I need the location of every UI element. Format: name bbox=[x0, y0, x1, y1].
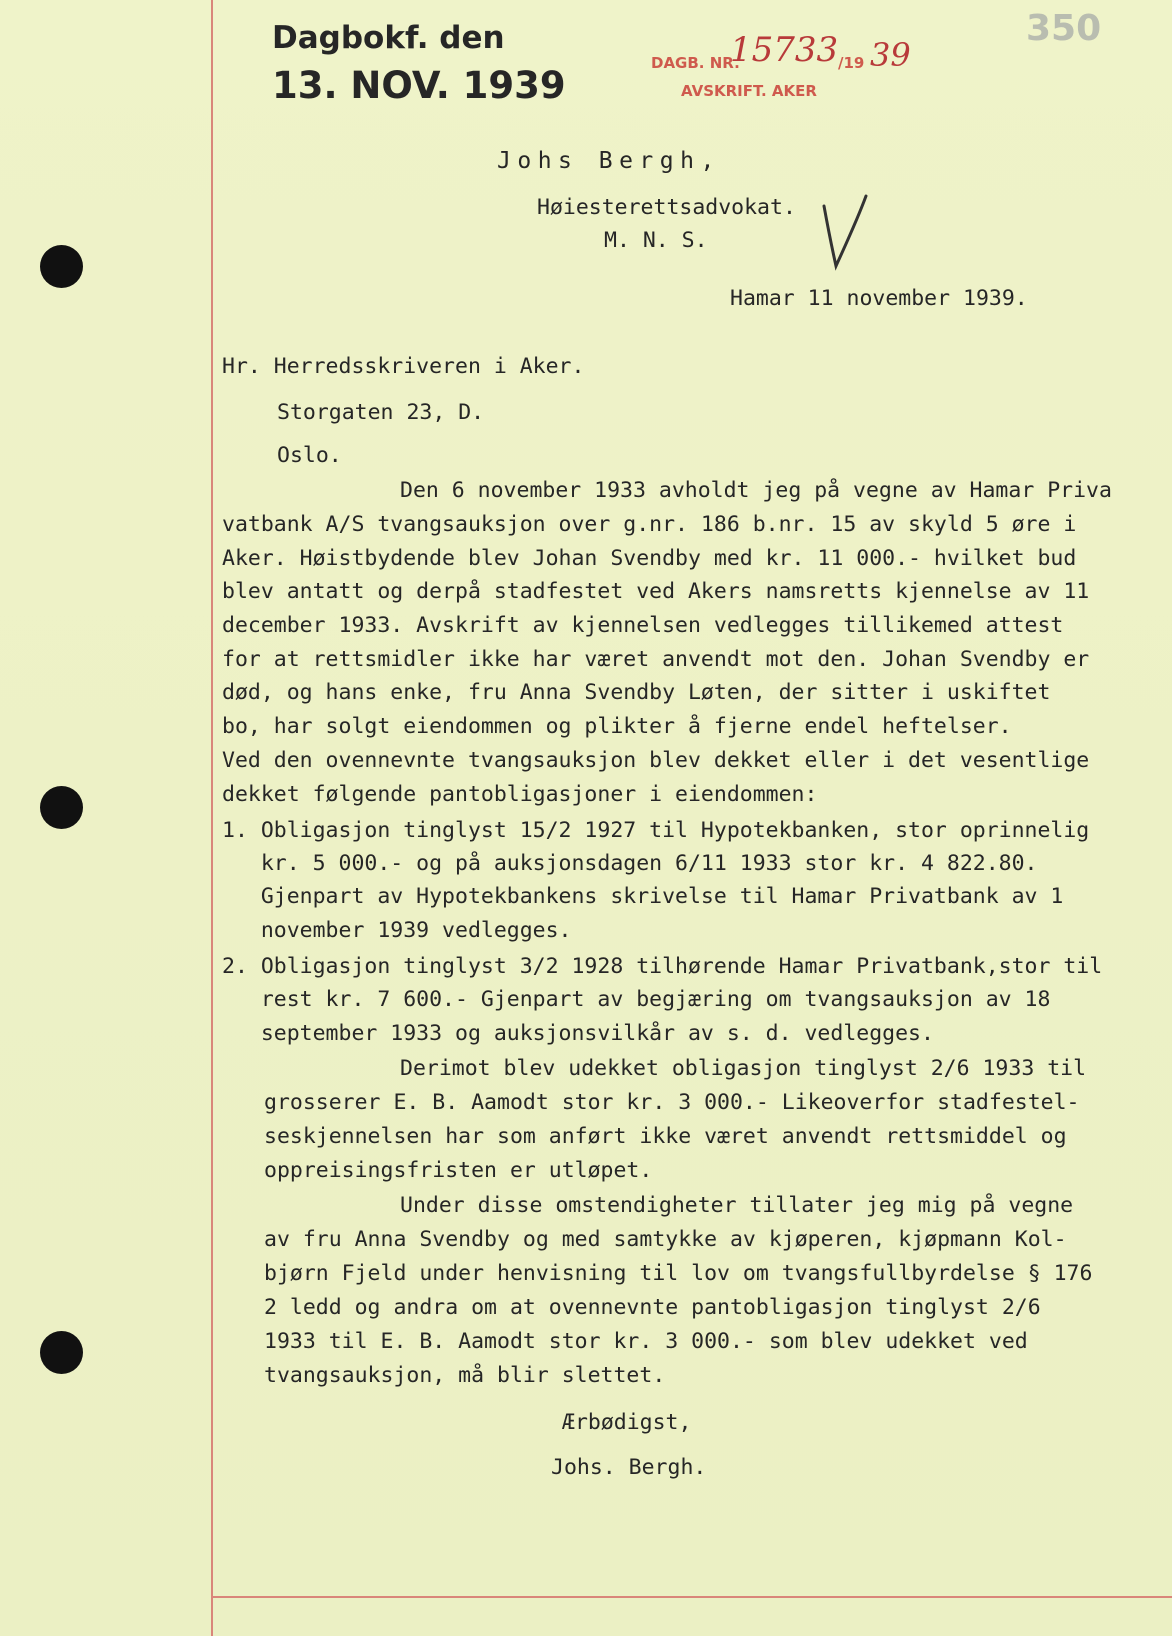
list-item-line: Gjenpart av Hypotekbankens skrivelse til Hamar Privatbank av 1 bbox=[222, 884, 1064, 909]
list-item-line: 1. Obligasjon tinglyst 15/2 1927 til Hypotekbanken, stor oprinnelig bbox=[222, 818, 1090, 843]
punch-hole bbox=[40, 786, 83, 829]
margin-rule bbox=[211, 0, 213, 1636]
list-item-line: september 1933 og auksjonsvilkår av s. d. vedlegges. bbox=[222, 1021, 934, 1046]
body-line: seskjennelsen har som anført ikke været anvendt rettsmiddel og bbox=[264, 1124, 1067, 1149]
body-line: Ved den ovennevnte tvangsauksjon blev dekket eller i det vesentlige bbox=[222, 748, 1090, 773]
body-line: dekket følgende pantobligasjoner i eiendommen: bbox=[222, 782, 818, 807]
stamp-avskrift: AVSKRIFT. AKER bbox=[681, 82, 817, 100]
list-item-line: 2. Obligasjon tinglyst 3/2 1928 tilhørende Hamar Privatbank,stor til bbox=[222, 954, 1103, 979]
body-line: 1933 til E. B. Aamodt stor kr. 3 000.- som blev udekket ved bbox=[264, 1329, 1028, 1354]
stamp-year-suffix: 39 bbox=[870, 36, 911, 74]
body-line: grosserer E. B. Aamodt stor kr. 3 000.- Likeoverfor stadfestel- bbox=[264, 1090, 1080, 1115]
signature: Johs. Bergh. bbox=[551, 1455, 707, 1480]
body-line: Den 6 november 1933 avholdt jeg på vegne av Hamar Priva bbox=[400, 478, 1112, 503]
body-line: blev antatt og derpå stadfestet ved Akers namsretts kjennelse av 11 bbox=[222, 579, 1090, 604]
body-line: Aker. Høistbydende blev Johan Svendby med kr. 11 000.- hvilket bud bbox=[222, 546, 1077, 571]
body-line: vatbank A/S tvangsauksjon over g.nr. 186 b.nr. 15 av skyld 5 øre i bbox=[222, 512, 1077, 537]
recipient-line-1: Hr. Herredsskriveren i Aker. bbox=[222, 354, 585, 379]
stamp-dagbokf: Dagbokf. den bbox=[272, 20, 505, 56]
body-line: oppreisingsfristen er utløpet. bbox=[264, 1158, 653, 1183]
body-line: av fru Anna Svendby og med samtykke av kjøperen, kjøpmann Kol- bbox=[264, 1227, 1067, 1252]
body-line: tvangsauksjon, må blir slettet. bbox=[264, 1363, 666, 1388]
body-line: Derimot blev udekket obligasjon tinglyst 2/6 1933 til bbox=[400, 1056, 1087, 1081]
body-line: bo, har solgt eiendommen og plikter å fjerne endel heftelser. bbox=[222, 714, 1012, 739]
bottom-rule bbox=[211, 1596, 1172, 1598]
sender-abbr: M. N. S. bbox=[604, 228, 708, 253]
body-line: december 1933. Avskrift av kjennelsen vedlegges tillikemed attest bbox=[222, 613, 1064, 638]
check-mark-icon bbox=[820, 192, 870, 272]
stamp-year-prefix: /19 bbox=[838, 54, 865, 72]
recipient-line-3: Oslo. bbox=[277, 443, 342, 468]
recipient-line-2: Storgaten 23, D. bbox=[277, 400, 485, 425]
list-item-line: kr. 5 000.- og på auksjonsdagen 6/11 1933 stor kr. 4 822.80. bbox=[222, 851, 1038, 876]
body-line: Under disse omstendigheter tillater jeg mig på vegne bbox=[400, 1193, 1074, 1218]
stamp-dagb-number: 15733 bbox=[730, 30, 839, 70]
body-line: død, og hans enke, fru Anna Svendby Løten, der sitter i uskiftet bbox=[222, 680, 1051, 705]
list-item-line: november 1939 vedlegges. bbox=[222, 918, 572, 943]
folio-number: 350 bbox=[1026, 8, 1102, 49]
stamp-date: 13. NOV. 1939 bbox=[272, 64, 566, 107]
punch-hole bbox=[40, 1331, 83, 1374]
stamp-dagb-label: DAGB. NR. bbox=[651, 54, 740, 72]
sender-title: Høiesterettsadvokat. bbox=[537, 195, 796, 220]
sender-name: Johs Bergh, bbox=[497, 148, 721, 174]
body-line: for at rettsmidler ikke har været anvendt mot den. Johan Svendby er bbox=[222, 647, 1090, 672]
list-item-line: rest kr. 7 600.- Gjenpart av begjæring om tvangsauksjon av 18 bbox=[222, 987, 1051, 1012]
place-date: Hamar 11 november 1939. bbox=[730, 286, 1028, 311]
body-line: bjørn Fjeld under henvisning til lov om tvangsfullbyrdelse § 176 bbox=[264, 1261, 1093, 1286]
body-line: 2 ledd og andra om at ovennevnte pantobligasjon tinglyst 2/6 bbox=[264, 1295, 1041, 1320]
punch-hole bbox=[40, 245, 83, 288]
closing-salutation: Ærbødigst, bbox=[562, 1410, 692, 1435]
